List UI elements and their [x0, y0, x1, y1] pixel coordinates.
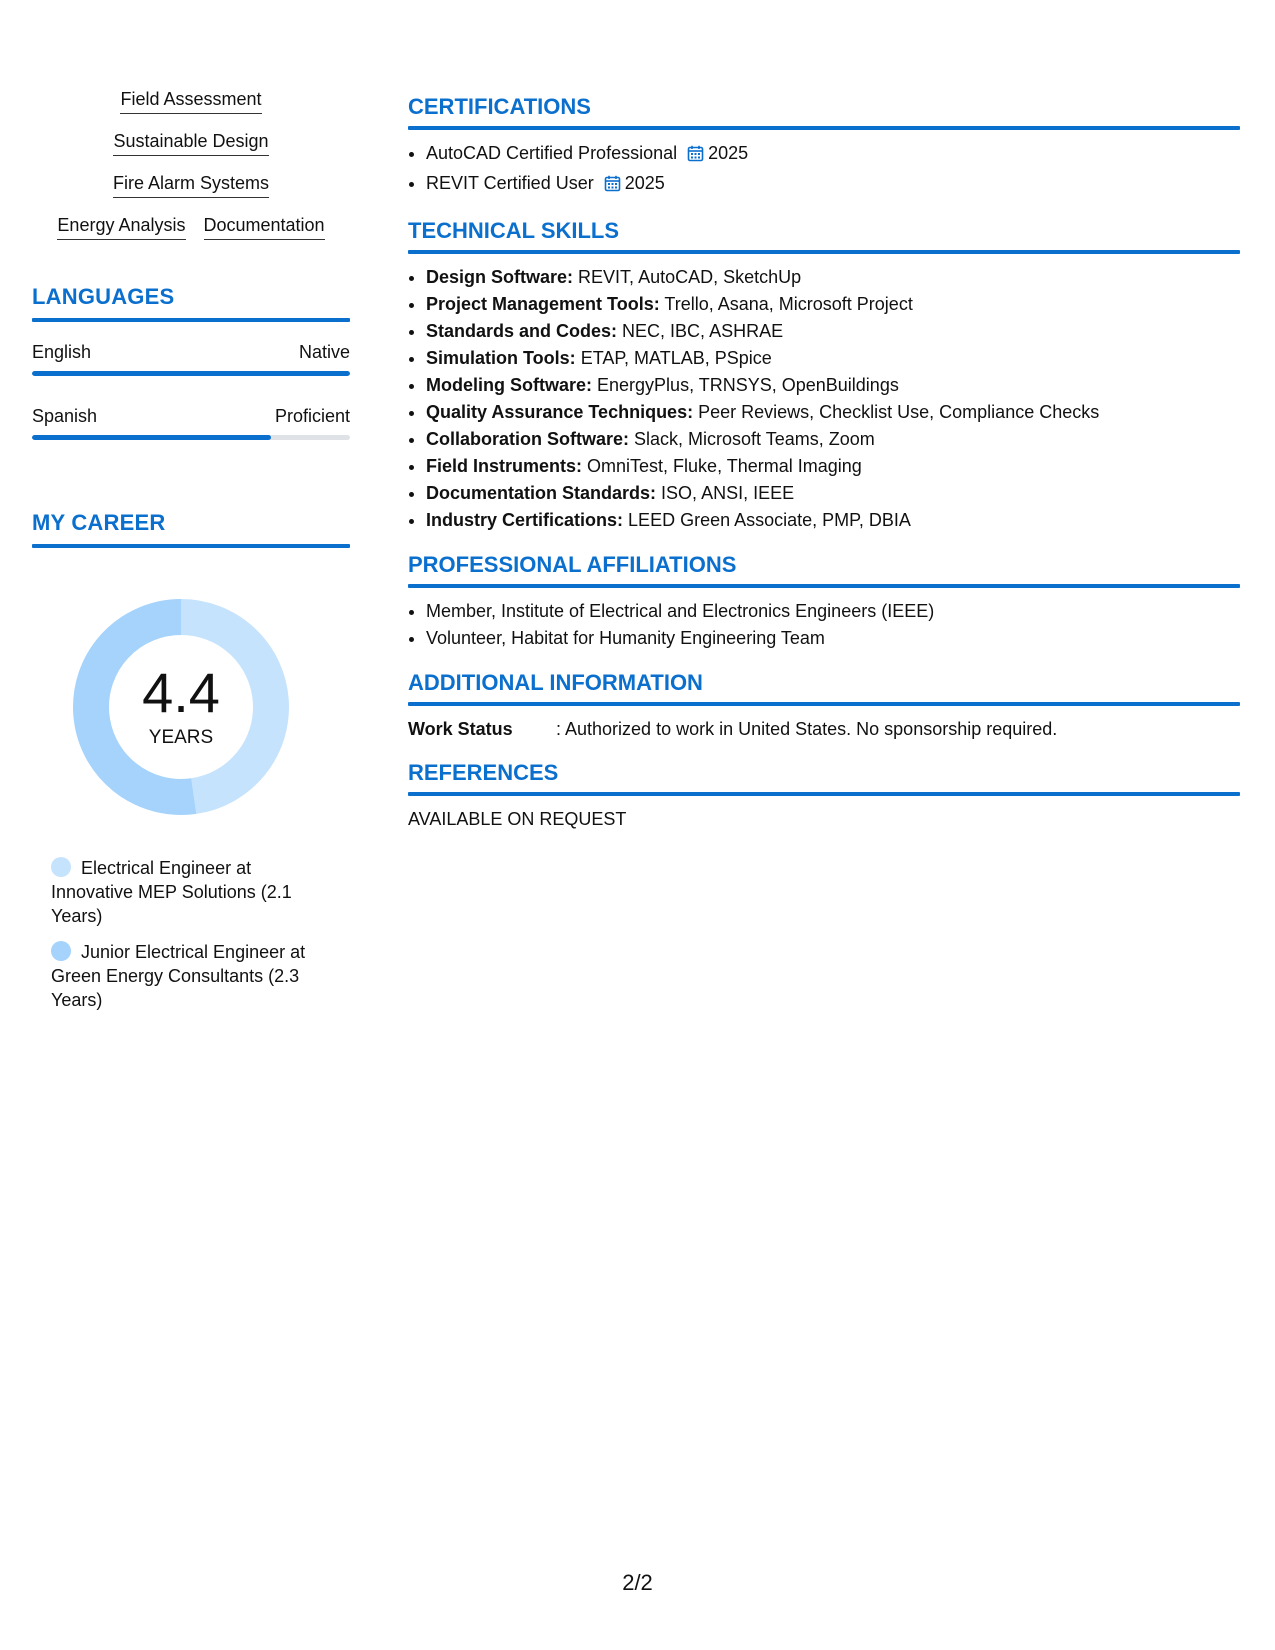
- language-item: [32, 342, 350, 376]
- additional-info-section: [408, 670, 1240, 742]
- skill-value: Trello, Asana, Microsoft Project: [664, 294, 913, 314]
- skill-item: [426, 507, 1240, 534]
- skill-tag: Sustainable Design: [113, 128, 268, 156]
- affiliations-heading: PROFESSIONAL AFFILIATIONS: [408, 552, 737, 577]
- skill-label: Industry Certifications:: [426, 510, 624, 530]
- skill-label: Collaboration Software:: [426, 429, 630, 449]
- languages-heading: LANGUAGES: [32, 284, 175, 309]
- skill-item: [426, 426, 1240, 453]
- references-text: AVAILABLE ON REQUEST: [408, 809, 627, 829]
- certifications-list: [408, 140, 1240, 200]
- references-heading: REFERENCES: [408, 760, 559, 785]
- certification-year: 2025: [624, 173, 665, 193]
- certification-item: [426, 140, 1240, 170]
- certification-name: REVIT Certified User: [426, 173, 594, 193]
- work-status-row: [408, 716, 1240, 742]
- skill-tag: Field Assessment: [120, 86, 261, 114]
- skill-value: OmniTest, Fluke, Thermal Imaging: [587, 456, 862, 476]
- skill-value: NEC, IBC, ASHRAE: [622, 321, 784, 341]
- skill-label: Project Management Tools:: [426, 294, 660, 314]
- skill-value: REVIT, AutoCAD, SketchUp: [578, 267, 802, 287]
- technical-skills-section: [408, 218, 1240, 534]
- skill-item: [426, 372, 1240, 399]
- language-bar: [32, 371, 350, 376]
- career-legend-item: [51, 940, 321, 1012]
- references-section: [408, 760, 1240, 832]
- language-item: [32, 406, 350, 440]
- skill-value: LEED Green Associate, PMP, DBIA: [628, 510, 911, 530]
- language-name: Spanish: [32, 406, 98, 426]
- certifications-heading: CERTIFICATIONS: [408, 94, 591, 119]
- skill-label: Quality Assurance Techniques:: [426, 402, 694, 422]
- section-rule: [408, 702, 1240, 706]
- technical-skills-list: [408, 264, 1240, 534]
- career-unit: YEARS: [148, 727, 214, 748]
- skill-label: Simulation Tools:: [426, 348, 576, 368]
- skill-label: Standards and Codes:: [426, 321, 618, 341]
- career-donut: [66, 592, 296, 822]
- skill-tag: Fire Alarm Systems: [113, 170, 269, 198]
- career-total: 4.4: [142, 661, 220, 724]
- skill-value: Slack, Microsoft Teams, Zoom: [634, 429, 875, 449]
- career-heading: MY CAREER: [32, 510, 166, 535]
- work-status-value: : Authorized to work in United States. No sponsorship required.: [556, 719, 1058, 739]
- certification-item: [426, 170, 1240, 200]
- work-status-label: Work Status: [408, 719, 513, 739]
- section-rule: [408, 126, 1240, 130]
- skill-item: [426, 453, 1240, 480]
- skill-item: [426, 318, 1240, 345]
- skill-label: Field Instruments:: [426, 456, 583, 476]
- career-section: [32, 510, 350, 1012]
- skill-value: EnergyPlus, TRNSYS, OpenBuildings: [597, 375, 899, 395]
- career-legend: [51, 856, 321, 1012]
- calendar-icon: [604, 173, 621, 200]
- legend-dot-icon: [51, 857, 71, 877]
- language-bar-fill: [32, 435, 271, 440]
- skill-label: Documentation Standards:: [426, 483, 657, 503]
- skill-label: Modeling Software:: [426, 375, 592, 395]
- section-rule: [408, 250, 1240, 254]
- section-rule: [408, 584, 1240, 588]
- career-role-label: Electrical Engineer at Innovative MEP Solutions (2.1 Years): [51, 858, 292, 926]
- certification-name: AutoCAD Certified Professional: [426, 143, 678, 163]
- languages-section: [32, 284, 350, 440]
- certifications-section: [408, 94, 1240, 200]
- left-column: [32, 86, 350, 1024]
- skill-item: [426, 291, 1240, 318]
- language-level: Native: [298, 342, 350, 362]
- skill-label: Design Software:: [426, 267, 574, 287]
- affiliation-item: • Volunteer, Habitat for Humanity Engineering Team: [426, 625, 1240, 652]
- technical-skills-heading: TECHNICAL SKILLS: [408, 218, 620, 243]
- career-role-label: Junior Electrical Engineer at Green Energy Consultants (2.3 Years): [51, 942, 306, 1010]
- skill-value: ISO, ANSI, IEEE: [661, 483, 795, 503]
- skill-item: [426, 264, 1240, 291]
- affiliation-item: • Member, Institute of Electrical and Electronics Engineers (IEEE): [426, 598, 1240, 625]
- skill-tag: Energy Analysis: [57, 212, 185, 240]
- skill-value: ETAP, MATLAB, PSpice: [580, 348, 772, 368]
- skill-item: [426, 399, 1240, 426]
- affiliations-list: [408, 598, 1240, 652]
- language-name: English: [32, 342, 92, 362]
- language-level: Proficient: [274, 406, 350, 426]
- skill-tag: Documentation: [204, 212, 325, 240]
- page-number: 2/2: [622, 1570, 653, 1595]
- section-rule: [32, 544, 350, 548]
- language-bar: [32, 435, 350, 440]
- language-bar-fill: [32, 371, 350, 376]
- skill-item: [426, 480, 1240, 507]
- section-rule: [32, 318, 350, 322]
- career-legend-item: [51, 856, 321, 928]
- section-rule: [408, 792, 1240, 796]
- skill-tags: [32, 86, 350, 240]
- right-column: [408, 94, 1240, 850]
- affiliations-section: [408, 552, 1240, 652]
- additional-info-heading: ADDITIONAL INFORMATION: [408, 670, 703, 695]
- skill-value: Peer Reviews, Checklist Use, Compliance Checks: [698, 402, 1100, 422]
- calendar-icon: [687, 143, 704, 170]
- legend-dot-icon: [51, 941, 71, 961]
- certification-year: 2025: [708, 143, 749, 163]
- skill-item: [426, 345, 1240, 372]
